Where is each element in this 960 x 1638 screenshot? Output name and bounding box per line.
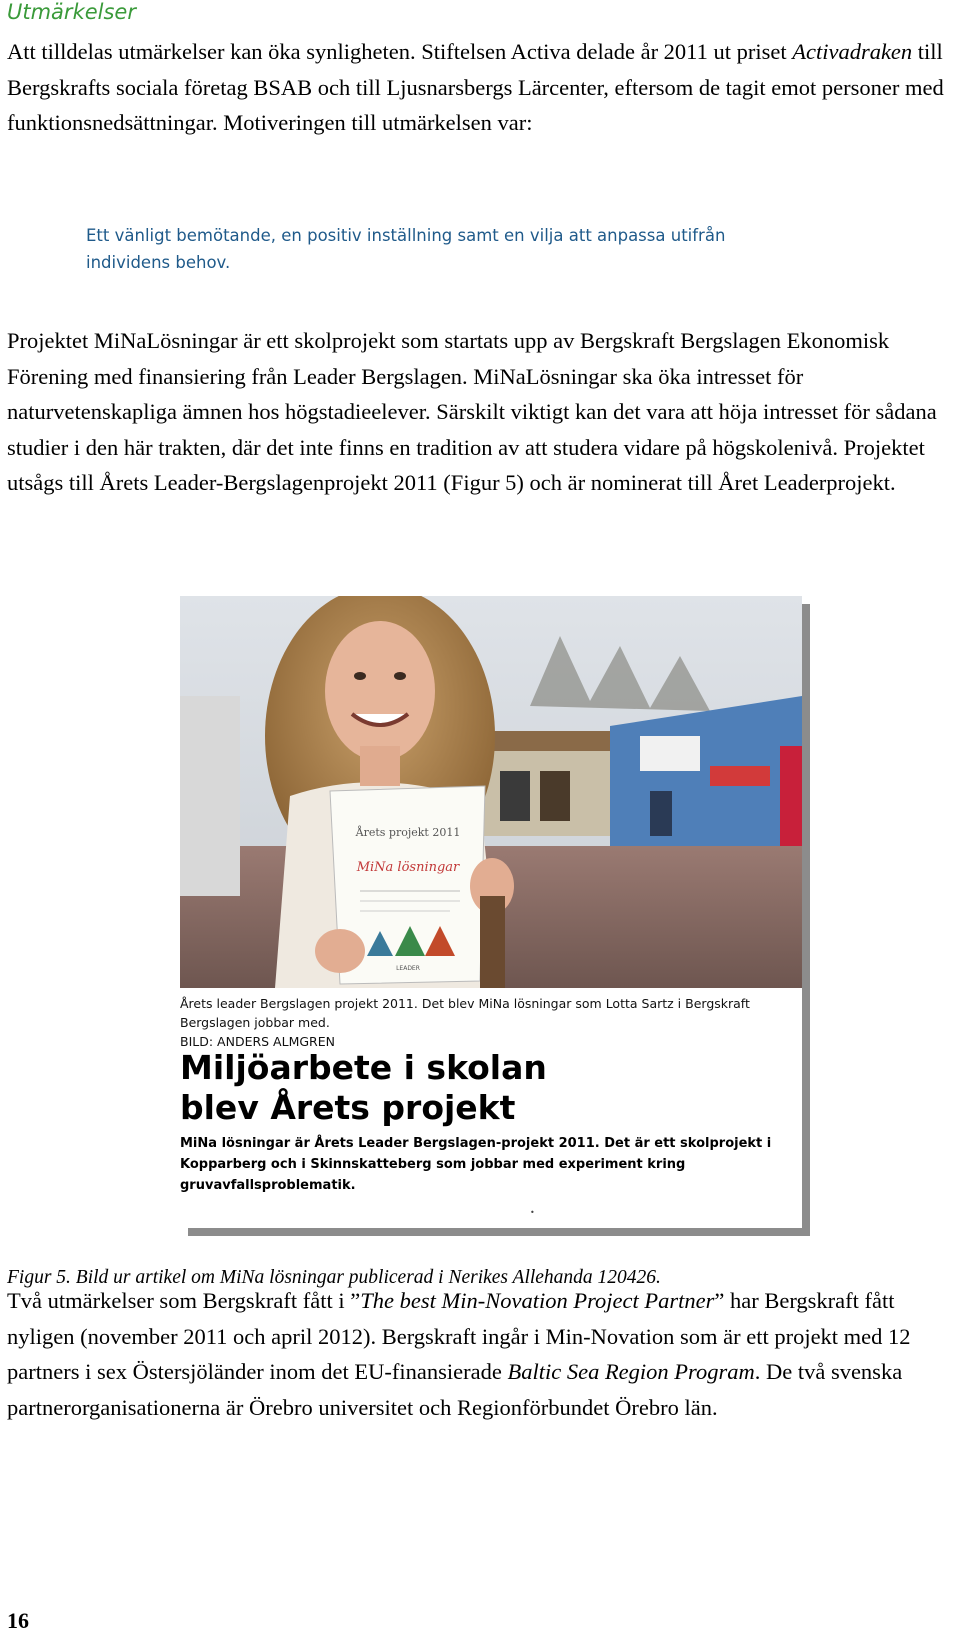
paragraph-project: Projektet MiNaLösningar är ett skolprojekt som startats upp av Bergskraft Bergslagen Ekonomisk Förening med finansiering från Leader Bergslagen. MiNaLösningar ska öka intresset för naturvetenskapliga ämnen hos högstadieelever. Särskilt viktigt kan det vara att höja intresset för sådana studier i den här trakten, där det inte finns en tradition av att studera vidare på högskolenivå. Projektet utsågs till Årets Leader-Bergslagenprojekt 2011 (Figur 5) och är nominerat till Året Leaderprojekt.: [7, 328, 937, 495]
article-lede: MiNa lösningar är Årets Leader Bergslagen-projekt 2011. Det är ett skolprojekt i Kopparberg och i Skinnskatteberg som jobbar med experiment kring gruvavfallsproblematik.: [180, 1136, 772, 1193]
news-photo: [180, 596, 802, 988]
award-motivation-quote: Ett vänligt bemötande, en positiv inställning samt en vilja att anpassa utifrån individens behov.: [86, 226, 726, 272]
award-name: Activadraken: [792, 39, 913, 64]
paragraph-awards: [7, 1283, 957, 1425]
hand-left: [315, 929, 365, 973]
photo-caption-text: Årets leader Bergslagen projekt 2011. Det blev MiNa lösningar som Lotta Sartz i Bergskraft Bergslagen jobbar med.: [180, 996, 750, 1030]
awards-text-1: Två utmärkelser som Bergskraft fått i ”: [7, 1288, 361, 1313]
photo-caption: [180, 994, 780, 1051]
person-face: [325, 621, 435, 761]
separator-dot: •: [530, 1208, 535, 1217]
program-name: Baltic Sea Region Program: [507, 1359, 755, 1384]
article-headline: [180, 1048, 790, 1128]
headline-line-1: Miljöarbete i skolan: [180, 1048, 547, 1087]
awards-text-3: . De två svenska partnerorganisationerna är Örebro universitet och Regionförbundet Örebro län.: [7, 1359, 903, 1420]
award-title: The best Min-Novation Project Partner: [360, 1288, 715, 1313]
headline-line-2: blev Årets projekt: [180, 1088, 516, 1127]
diploma-title: Årets projekt 2011: [355, 826, 461, 839]
vehicle: [180, 696, 240, 896]
section-heading: Utmärkelser: [7, 0, 136, 24]
paragraph-intro-text-1: Att tilldelas utmärkelser kan öka synligheten. Stiftelsen Activa delade år 2011 ut priset: [7, 39, 793, 64]
awards-text-2: ” har Bergskraft fått nyligen (november 2011 och april 2012). Bergskraft ingår i Min-Novation som är ett projekt med 12 partners i sex Östersjöländer inom det EU-finansierade: [7, 1288, 911, 1384]
diploma-name: MiNa lösningar: [356, 860, 460, 875]
paragraph-intro-text-2: till Bergskrafts sociala företag BSAB och till Ljusnarsbergs Lärcenter, eftersom de tagit emot personer med funktionsnedsättningar. Motiveringen till utmärkelsen var:: [7, 39, 944, 135]
paragraph-intro: [7, 34, 957, 141]
newspaper-clipping: [180, 596, 802, 1228]
photo-credit: BILD: ANDERS ALMGREN: [180, 1034, 335, 1049]
figure-caption: Figur 5. Bild ur artikel om MiNa lösningar publicerad i Nerikes Allehanda 120426.: [7, 1267, 661, 1288]
figure-5: [180, 596, 810, 1236]
diploma-org: LEADER: [396, 965, 420, 972]
page-number: 16: [7, 1608, 29, 1633]
